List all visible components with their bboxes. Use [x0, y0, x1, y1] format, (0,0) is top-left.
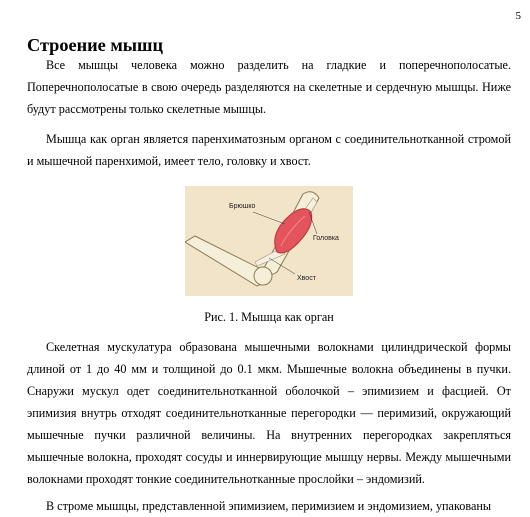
paragraph-stroma: В строме мышцы, представленной эпимизием, перимизием и эндомизием, упакованы [46, 499, 492, 513]
muscle-illustration [185, 186, 353, 296]
paragraph-muscle-types: Все мышцы человека можно разделить на гладкие и поперечнополосатые. Поперечнополосатые в свою очередь разделяются на скелетные и сердечную мышцы. Ниже будут рассмотрены только скелетные мышцы. [27, 58, 511, 116]
section-heading: Строение мышц [27, 35, 164, 55]
label-belly: Брюшко [229, 203, 256, 210]
paragraph-skeletal-structure: Скелетная мускулатура образована мышечными волокнами цилиндрической формы длиной от 1 до 40 мм и толщиной до 0.1 мкм. Мышечные волокна объединены в пучки. Снаружи мускул одет соединительнотканной оболочкой – эпимизием и фасцией. От эпимизия внутрь отходят соединительнотканные перегородки — перимизий, окружающий мышечные пучки различной величины. На внутренних перегородках закрепляться мышечные волокна, проходят сосуды и иннервирующие мышцу нервы. Между мышечными волокнами проходят тонкие соединительнотканные прослойки – эндомизий. [27, 340, 511, 486]
elbow-joint [254, 267, 272, 285]
figure-caption: Рис. 1. Мышца как орган [204, 310, 334, 324]
figure [27, 186, 511, 296]
label-head: Головка [313, 235, 339, 242]
label-tail: Хвост [297, 275, 316, 282]
paragraph-muscle-organ: Мышца как орган является паренхиматозным органом с соединительнотканной стромой и мышечной паренхимой, имеет тело, головку и хвост. [27, 132, 511, 168]
document-body [27, 36, 511, 517]
page-number: 5 [515, 10, 521, 22]
